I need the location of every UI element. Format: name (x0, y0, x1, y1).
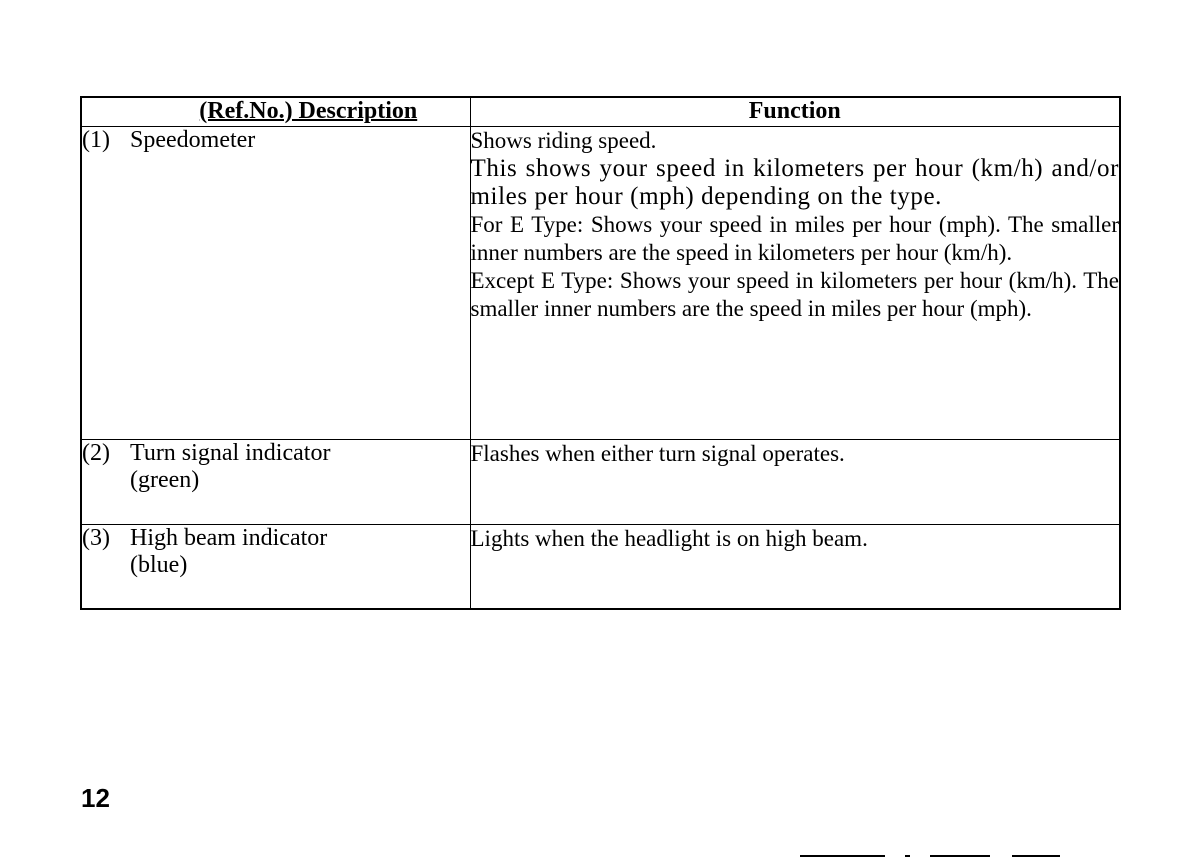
description-cell (81, 127, 470, 440)
scan-edge-marks (800, 855, 1060, 859)
ref-number: (3) (82, 525, 110, 551)
function-text: This shows your speed in kilometers per hour (km/h) and/or miles per hour (mph) depending on the type. (470, 155, 1119, 210)
function-text: Except E Type: Shows your speed in kilometers per hour (km/h). The smaller inner numbers are the speed in miles per hour (mph). (470, 268, 1119, 321)
description-cell (81, 525, 470, 610)
description-cell (81, 440, 470, 525)
table-row (81, 127, 1120, 440)
edge-mark (930, 855, 990, 857)
column-header-function: Function (470, 97, 1120, 127)
table-row (81, 440, 1120, 525)
function-text: Flashes when either turn signal operates. (470, 441, 845, 466)
table-header-row (81, 97, 1120, 127)
function-text: Lights when the headlight is on high beam. (470, 526, 868, 551)
edge-mark (800, 855, 885, 857)
function-cell (470, 440, 1120, 525)
edge-mark (905, 855, 910, 857)
edge-mark (1012, 855, 1060, 857)
ref-number: (1) (82, 127, 110, 153)
function-text: Shows riding speed. (470, 128, 657, 153)
indicator-table (80, 96, 1121, 610)
description-text: (green) (130, 467, 200, 493)
description-text: (blue) (130, 552, 188, 578)
table-row (81, 525, 1120, 610)
column-header-description: (Ref.No.) Description (81, 97, 470, 127)
function-cell (470, 127, 1120, 440)
function-cell (470, 525, 1120, 610)
ref-number: (2) (82, 440, 110, 466)
description-text: Speedometer (130, 127, 256, 153)
page-number: 12 (81, 783, 110, 813)
description-text: Turn signal indicator (130, 440, 331, 466)
function-text: For E Type: Shows your speed in miles per hour (mph). The smaller inner numbers are the speed in kilometers per hour (km/h). (470, 212, 1119, 265)
description-text: High beam indicator (130, 525, 328, 551)
